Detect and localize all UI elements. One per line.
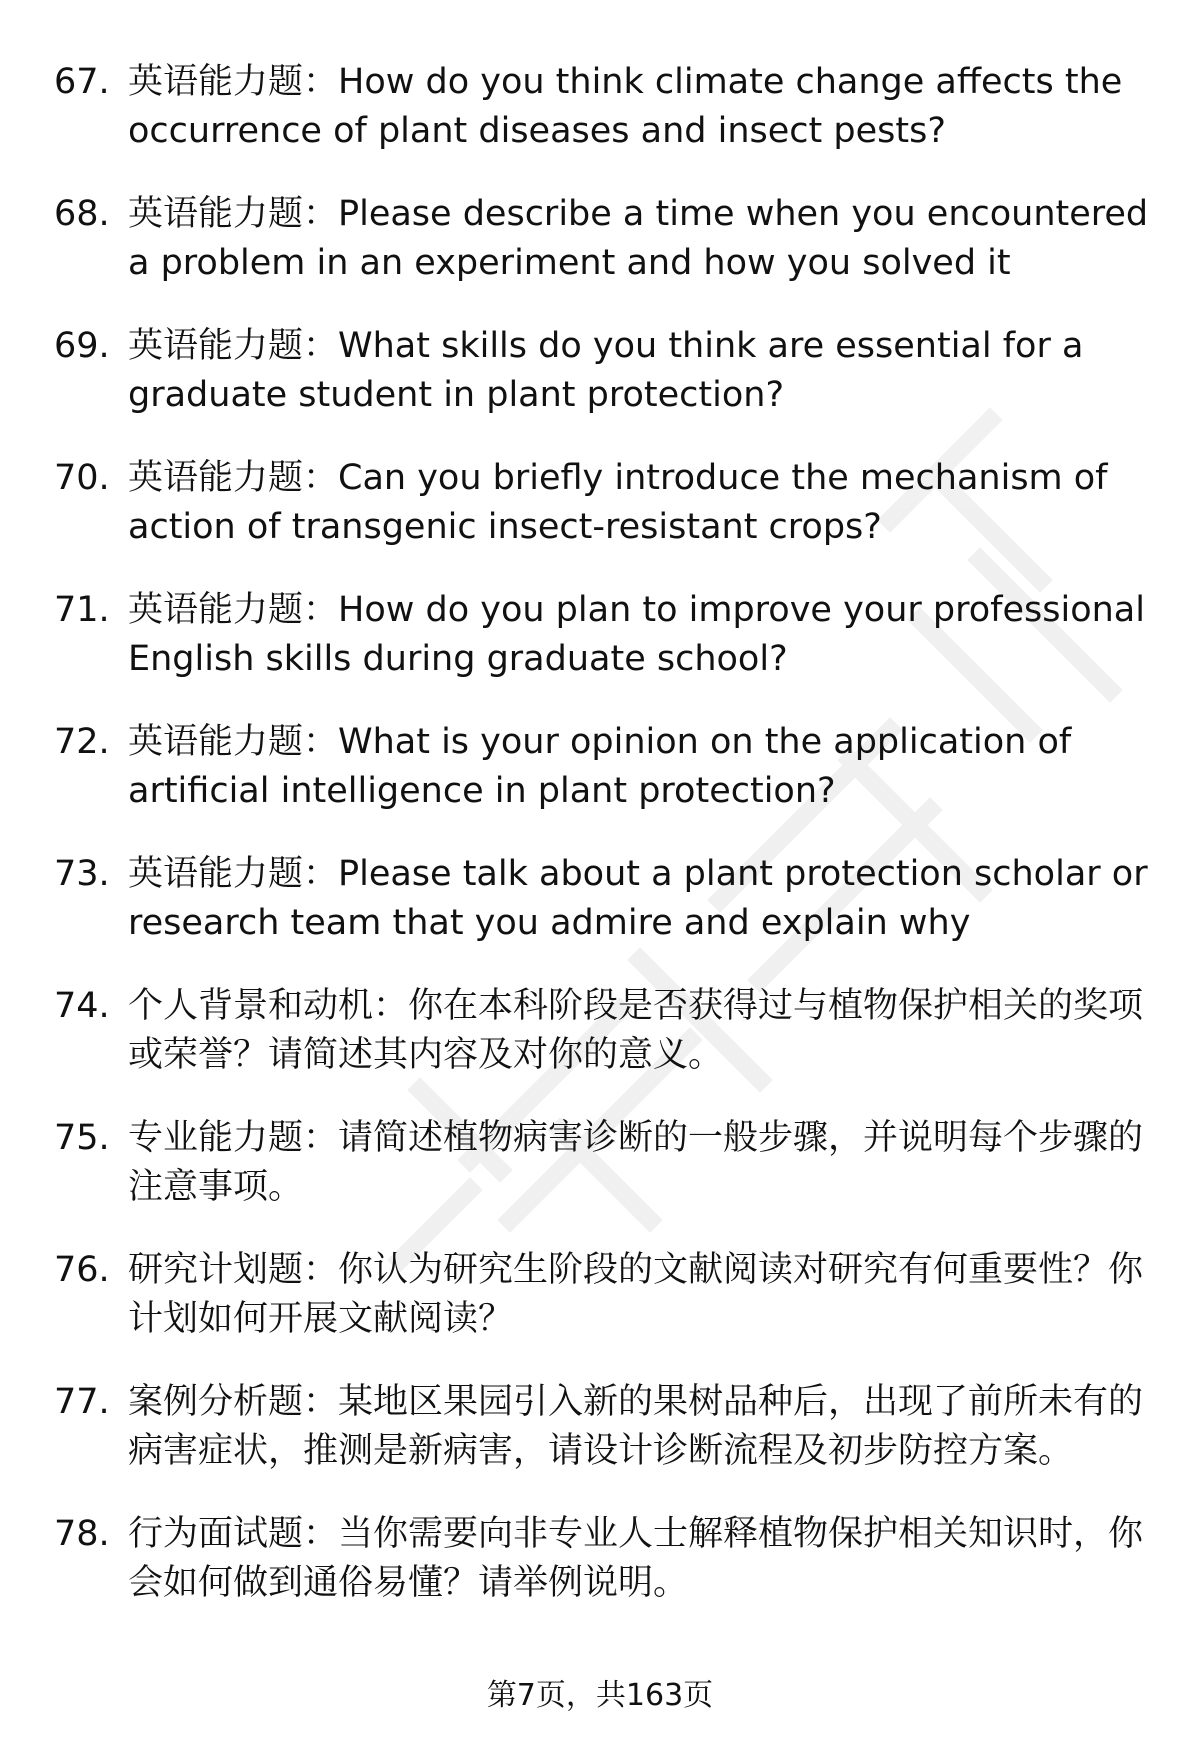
- question-number: 74.: [54, 986, 110, 1026]
- question-item-70: [54, 454, 1164, 552]
- question-item-75: [54, 1114, 1164, 1212]
- question-number: 72.: [54, 722, 110, 762]
- question-item-72: [54, 718, 1164, 816]
- question-text: 英语能力题：How do you think climate change affects the occurrence of plant diseases and insect pests?: [128, 62, 1123, 151]
- question-number: 70.: [54, 458, 110, 498]
- question-item-76: [54, 1246, 1164, 1344]
- question-item-78: [54, 1510, 1164, 1608]
- question-item-68: [54, 190, 1164, 288]
- question-item-73: [54, 850, 1164, 948]
- question-number: 77.: [54, 1382, 110, 1422]
- question-text: 英语能力题：What skills do you think are essential for a graduate student in plant protection?: [128, 326, 1084, 415]
- question-number: 75.: [54, 1118, 110, 1158]
- question-text: 研究计划题：你认为研究生阶段的文献阅读对研究有何重要性？你计划如何开展文献阅读？: [128, 1250, 1144, 1339]
- question-number: 76.: [54, 1250, 110, 1290]
- question-number: 71.: [54, 590, 110, 630]
- question-text: 英语能力题：Please describe a time when you encountered a problem in an experiment and how you solved it: [128, 194, 1149, 283]
- question-text: 行为面试题：当你需要向非专业人士解释植物保护相关知识时，你会如何做到通俗易懂？请举例说明。: [128, 1514, 1144, 1603]
- question-list: [54, 58, 1164, 1642]
- question-item-67: [54, 58, 1164, 156]
- question-number: 68.: [54, 194, 110, 234]
- question-item-74: [54, 982, 1164, 1080]
- question-number: 67.: [54, 62, 110, 102]
- question-item-77: [54, 1378, 1164, 1476]
- question-text: 英语能力题：What is your opinion on the application of artificial intelligence in plant protection?: [128, 722, 1072, 811]
- question-number: 73.: [54, 854, 110, 894]
- question-item-71: [54, 586, 1164, 684]
- question-text: 个人背景和动机：你在本科阶段是否获得过与植物保护相关的奖项或荣誉？请简述其内容及对你的意义。: [128, 986, 1144, 1075]
- question-text: 英语能力题：How do you plan to improve your professional English skills during graduate school?: [128, 590, 1145, 679]
- page-footer: 第7页，共163页: [486, 1678, 714, 1713]
- question-text: 案例分析题：某地区果园引入新的果树品种后，出现了前所未有的病害症状，推测是新病害，请设计诊断流程及初步防控方案。: [128, 1382, 1144, 1471]
- question-text: 英语能力题：Can you briefly introduce the mechanism of action of transgenic insect-resistant crops?: [128, 458, 1108, 547]
- question-number: 69.: [54, 326, 110, 366]
- question-item-69: [54, 322, 1164, 420]
- question-number: 78.: [54, 1514, 110, 1554]
- question-text: 英语能力题：Please talk about a plant protection scholar or research team that you admire and explain why: [128, 854, 1148, 943]
- question-text: 专业能力题：请简述植物病害诊断的一般步骤，并说明每个步骤的注意事项。: [128, 1118, 1144, 1207]
